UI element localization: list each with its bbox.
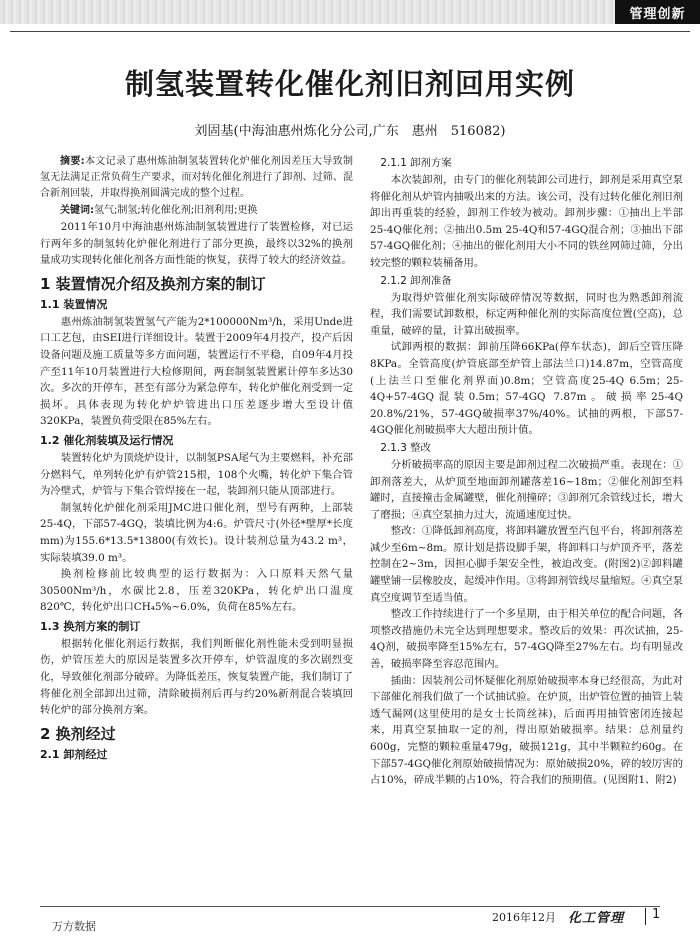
keywords <box>40 203 353 219</box>
heading-1-1: 1.1 装置情况 <box>40 297 108 311</box>
keywords-label: 关键词: <box>60 205 94 216</box>
heading-2-1-3: 2.1.3 整改 <box>380 441 431 454</box>
paragraph-1-3: 根据转化催化剂运行数据，我们判断催化剂性能未受到明显损伤，炉管压差大的原因是装置多次开停车，炉管温度的多次剧烈变化，导致催化剂部分破碎。为降低差压，恢复装置产能，我们制订了将催化剂全部卸出过筛，清除破损剂后再与约20%新剂混合装填回转化炉的部分换剂方案。 <box>40 637 353 717</box>
paragraph-1-1: 惠州炼油制氢装置氢气产能为2*100000Nm³/h，采用Unde进口工艺包，由SEI进行详细设计。装置于2009年4月投产，投产后因设备问题及施工质量等多方面问题，装置运行不平稳，自09年4月投产至11年10月装置进行大检修期间，两套制氢装置累计停车多达30次。多次的开停车，甚至有部分为紧急停车，转化炉催化剂受到一定损坏。具体表现为转化炉炉管进出口压差逐步增大至设计值320KPa，装置负荷受限在85%左右。 <box>40 315 353 428</box>
heading-1-3: 1.3 换剂方案的制订 <box>40 619 141 633</box>
keywords-text: 氢气;制氢;转化催化剂;旧剂利用;更换 <box>94 205 258 216</box>
header-texture <box>0 0 615 24</box>
heading-1-2: 1.2 催化剂装填及运行情况 <box>40 433 174 447</box>
footer-rule <box>40 906 660 907</box>
heading-2-1-2: 2.1.2 卸剂准备 <box>380 274 452 287</box>
paragraph-2-1-1: 本次装卸剂，由专门的催化剂装卸公司进行，卸剂是采用真空泵将催化剂从炉管内抽吸出来的方法。该公司，没有过转化催化剂旧剂卸出再重装的经验，卸剂工作较为被动。卸剂步骤：①抽出上半部25-4Q催化剂；②抽出0.5m 25-4Q和57-4GQ混合剂；③抽出下部57-4GQ催化剂；④抽出的催化剂用大小不同的铁丝网筛过筛，分出较完整的颗粒装桶备用。 <box>370 174 683 269</box>
section-tag: 管理创新 <box>615 0 700 24</box>
journal-name: 化工管理 <box>568 911 625 926</box>
right-column <box>370 154 683 789</box>
paragraph-2-1-2a: 为取得炉管催化剂实际破碎情况等数据，同时也为熟悉卸剂流程，我们需要试卸数根，标定两种催化剂的实际高度位置(空高)，总重量，破碎的量，计算出破损率。 <box>370 291 683 337</box>
footer-separator <box>645 908 646 925</box>
paragraph-2-1-2b: 试卸两根的数据：卸前压降66KPa(停车状态)，卸后空管压降8KPa。全管高度(炉管底部至炉管上部法兰口)14.87m，空管高度(上法兰口至催化剂界面)0.8m；空管高度25-4Q 6.5m；25-4Q+57-4GQ混装0.5m；57-4GQ 7.87m。破损率25-4Q 20.8%/21%，57-4GQ破损率37%/40%。试抽的两根，下部57-4GQ催化剂破损率大大超出预计值。 <box>370 341 683 437</box>
paragraph-2-1-3c: 整改工作持续进行了一个多星期，由于相关单位的配合问题，各项整改措施仍未完全达到理想要求。整改后的效果：再次试抽，25-4Q剂，破损率降至15%左右，57-4GQ降至27%左右。均有明显改善，破损率降至容忍范围内。 <box>370 608 683 671</box>
paragraph-1-2c: 换剂检修前比较典型的运行数据为：入口原料天然气量30500Nm³/h，水碳比2.8，压差320KPa，转化炉出口温度820℃，转化炉出口CH₄5%~6.0%，负荷在85%左右。 <box>40 568 353 614</box>
left-column <box>40 154 353 764</box>
paragraph-2-1-3b: 整改：①降低卸剂高度，将卸料罐放置至汽包平台，将卸剂落差减少至6m~8m。原计划是搭设脚手架，将卸料口与炉顶齐平，落差控制在2~3m，因担心脚手架安全性，被迫改变。(附图2)②卸料罐罐壁铺一层橡胶皮，起缓冲作用。③将卸剂管线尽量缩短。④真空泵真空度调节至适当值。 <box>370 525 683 604</box>
paragraph-2-1-3d: 插曲：因装剂公司怀疑催化剂原始破损率本身已经很高，为此对下部催化剂我们做了一个试抽试验。在炉顶，出炉管位置的抽管上装透气漏网(这里使用的是女士长筒丝袜)，后面再用抽管密闭连接起来，用真空泵抽取一定的剂，得出原始破损率。结果：总剂量约600g，完整的颗粒重量479g，破损121g，其中半颗粒约60g。在下部57-4GQ催化剂原始破损情况为：原始破损20%，碎的较厉害的占10%，碎成半颗的占10%，符合我们的预期值。(见图附1、附2) <box>370 674 683 787</box>
issue-date: 2016年12月 <box>492 911 556 924</box>
header-rule <box>10 31 690 32</box>
heading-2-1: 2.1 卸剂经过 <box>40 747 108 761</box>
heading-section-1: 1 装置情况介绍及换剂方案的制订 <box>40 274 266 293</box>
paragraph-1-2b: 制氢转化炉催化剂采用JMC进口催化剂，型号有两种，上部装25-4Q，下部57-4GQ，装填比例为4:6。炉管尺寸(外径*壁厚*长度mm)为155.6*13.5*13800(有效长)。设计装剂总量为43.2 m³，实际装填39.0 m³。 <box>40 501 353 564</box>
intro-paragraph: 2011年10月中海油惠州炼油制氢装置进行了装置检修，对已运行两年多的制氢转化炉催化剂进行了部分更换，最终以32%的换剂量成功实现转化催化剂各方面性能的恢复，获得了较大的经济效益。 <box>40 221 353 267</box>
author-line: 刘固基(中海油惠州炼化分公司,广东 惠州 516082) <box>194 124 506 139</box>
abstract <box>40 154 353 202</box>
paragraph-2-1-3a: 分析破损率高的原因主要是卸剂过程二次破损严重。表现在：①卸剂落差大，从炉顶至地面卸剂罐落差16~18m；②催化剂卸至料罐时，直接撞击金属罐壁，催化剂撞碎；③卸剂冗余管线过长，增大了磨损；④真空泵抽力过大，流通速度过快。 <box>370 458 683 521</box>
article-title: 制氢装置转化催化剂旧剂回用实例 <box>124 67 575 101</box>
header-band <box>0 0 700 24</box>
heading-2-1-1: 2.1.1 卸剂方案 <box>380 157 452 169</box>
heading-section-2: 2 换剂经过 <box>40 724 116 743</box>
watermark-text: 万方数据 <box>52 920 96 933</box>
page-number: 1 <box>652 907 661 922</box>
abstract-label: 摘要: <box>60 156 85 167</box>
paragraph-1-2a: 装置转化炉为顶烧炉设计，以制氢PSA尾气为主要燃料，补充部分燃料气，单列转化炉有炉管215根，108个火嘴，转化炉下集合管为冷壁式，炉管与下集合管焊接在一起，装卸剂只能从顶部进行。 <box>40 451 353 498</box>
abstract-text: 本文记录了惠州炼油制氢装置转化炉催化剂因差压大导致制氢无法满足正常负荷生产要求，而对转化催化剂进行了卸剂、过筛、混合新剂回装，并取得换剂圆满完成的整个过程。 <box>40 156 354 199</box>
